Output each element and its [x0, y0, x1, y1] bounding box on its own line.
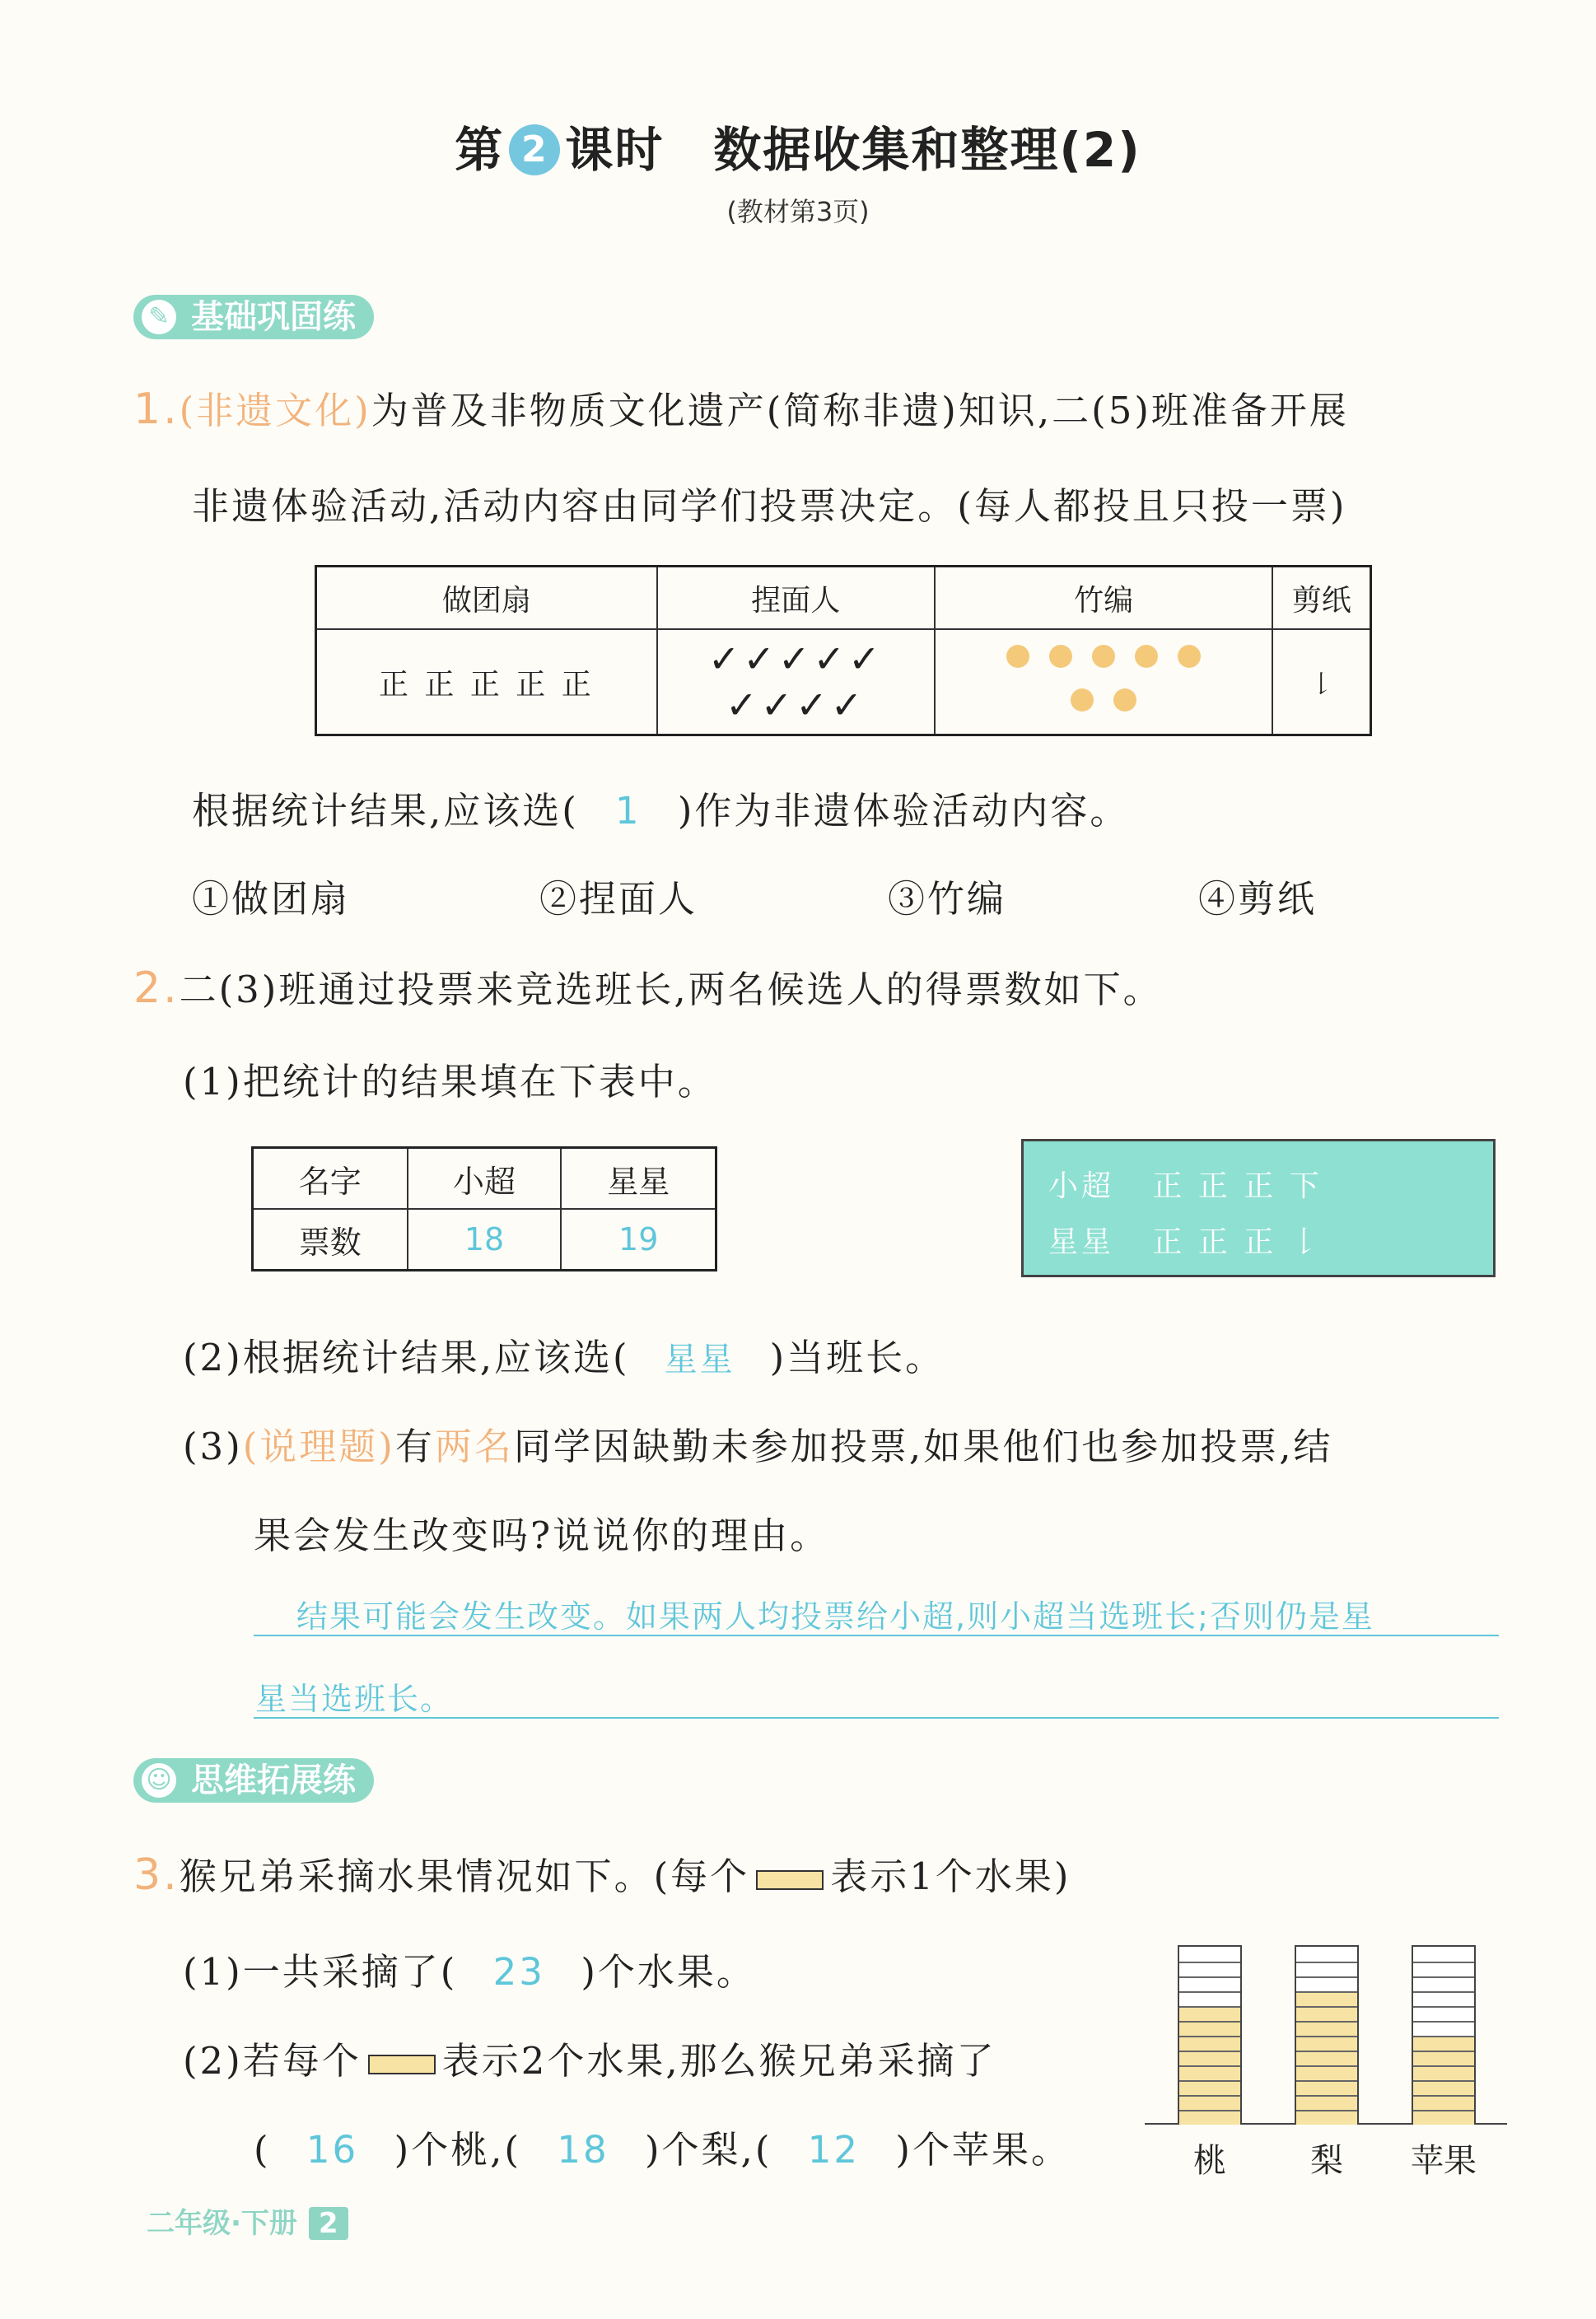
question-text: 二(3)班通过投票来竞选班长,两名候选人的得票数如下。 — [179, 968, 1163, 1011]
option-2: ②捏面人 — [539, 877, 698, 921]
prompt-text: ( — [254, 2128, 271, 2172]
dot-mark — [1135, 645, 1158, 668]
prompt-text: )当班长。 — [769, 1336, 945, 1379]
answer-choice: 1 — [615, 789, 642, 833]
prompt-text: 有 — [394, 1425, 435, 1468]
question-number: 1. — [133, 385, 180, 434]
answer-apple: 12 — [807, 2128, 861, 2172]
tally-row-1 — [1048, 1163, 1323, 1205]
bar-unit-empty — [1179, 1947, 1240, 1962]
vote-tally-table — [315, 565, 1372, 736]
answer-pear: 18 — [557, 2128, 609, 2172]
section-banner-extension — [133, 1758, 374, 1803]
question-text: 猴兄弟采摘水果情况如下。(每个 — [179, 1855, 750, 1898]
table-header-fan: 做团扇 — [316, 567, 657, 630]
bar-unit-icon — [368, 2055, 436, 2074]
tally-bamboo — [935, 629, 1273, 735]
question-3-part-2-answers — [254, 2120, 1071, 2173]
bar-unit-filled — [1413, 2095, 1474, 2110]
dot-mark — [1049, 645, 1072, 668]
dot-mark — [1113, 688, 1136, 712]
title-prefix: 第 — [455, 122, 505, 178]
prompt-text: )个苹果。 — [895, 2128, 1071, 2172]
table-header-dough: 捏面人 — [657, 567, 935, 630]
table-header-candidate-2: 星星 — [561, 1148, 716, 1210]
answer-choice: 星星 — [664, 1341, 735, 1379]
section-label: 基础巩固练 — [191, 298, 356, 336]
bar-unit-empty — [1296, 1976, 1357, 1991]
prompt-text: )作为非遗体验活动内容。 — [677, 789, 1130, 833]
question-2-intro — [133, 959, 1163, 1013]
bar-unit-filled — [1179, 2065, 1240, 2080]
table-header-candidate-1: 小超 — [408, 1148, 562, 1210]
bar-unit-empty — [1413, 1962, 1474, 1976]
vote-count-2: 19 — [561, 1209, 716, 1271]
question-3-intro — [133, 1846, 1071, 1900]
bar-unit-filled — [1179, 2080, 1240, 2095]
page-title — [0, 111, 1596, 180]
bar-unit-empty — [1413, 1947, 1474, 1962]
prompt-text: (2)根据统计结果,应该选( — [183, 1336, 630, 1379]
title-lesson: 课时 — [565, 122, 665, 178]
bar-unit-filled — [1413, 2065, 1474, 2080]
bar-unit-filled — [1296, 2021, 1357, 2036]
question-2-part-3 — [183, 1416, 1333, 1470]
part-number: (3) — [183, 1425, 243, 1468]
bar-column-1 — [1178, 1945, 1242, 2123]
bar-unit-empty — [1413, 1976, 1474, 1991]
bar-unit-filled — [1179, 2036, 1240, 2051]
bar-unit-filled — [1413, 2036, 1474, 2051]
page-number: 2 — [309, 2207, 348, 2240]
section-banner-basic — [133, 295, 374, 339]
bar-column-3 — [1412, 1945, 1476, 2123]
prompt-text: 根据统计结果,应该选( — [192, 789, 579, 833]
bar-unit-filled — [1296, 2065, 1357, 2080]
table-header-name: 名字 — [253, 1148, 408, 1210]
tally-name: 星星 — [1048, 1225, 1115, 1259]
answer-peach: 16 — [306, 2128, 359, 2172]
bar-unit-filled — [1413, 2051, 1474, 2065]
bar-unit-empty — [1296, 1962, 1357, 1976]
answer-rule — [254, 1635, 1499, 1636]
grade-label: 二年级·下册 — [147, 2207, 297, 2240]
tally-row-2 — [1048, 1219, 1323, 1261]
question-text: 表示1个水果) — [830, 1855, 1071, 1898]
tally-dough — [657, 629, 935, 735]
tally-fan: 正 正 正 正 正 — [316, 629, 657, 735]
title-main: 数据收集和整理(2) — [713, 122, 1141, 178]
bar-unit-filled — [1296, 1991, 1357, 2006]
option-4: ④剪纸 — [1198, 877, 1318, 921]
bar-unit-filled — [1413, 2080, 1474, 2095]
tally-box — [1021, 1139, 1496, 1277]
tally-name: 小超 — [1048, 1169, 1115, 1203]
table-header-papercut: 剪纸 — [1272, 567, 1370, 630]
question-2-part-3-line-2: 果会发生改变吗?说说你的理由。 — [254, 1514, 830, 1557]
bar-unit-filled — [1413, 2110, 1474, 2125]
pencil-icon: ✎ — [142, 300, 176, 334]
dot-mark — [1071, 688, 1094, 712]
question-number: 3. — [133, 1850, 180, 1900]
bar-unit-empty — [1179, 1991, 1240, 2006]
prompt-text: (1)一共采摘了( — [183, 1950, 458, 1994]
bar-unit-empty — [1179, 1976, 1240, 1991]
x-tick-label: 苹果 — [1411, 2142, 1477, 2180]
bar-column-2 — [1295, 1945, 1359, 2123]
x-tick-label: 桃 — [1193, 2142, 1226, 2180]
dot-mark — [1092, 645, 1115, 668]
prompt-text: 表示2个水果,那么猴兄弟采摘了 — [441, 2039, 996, 2083]
bar-unit-filled — [1296, 2095, 1357, 2110]
lesson-number-badge: 2 — [509, 124, 560, 175]
tally-marks: 正 正 正 下 — [1152, 1169, 1323, 1203]
bar-unit-empty — [1413, 2021, 1474, 2036]
highlight-text: 两名 — [434, 1425, 514, 1468]
section-label: 思维拓展练 — [191, 1761, 356, 1799]
option-1: ①做团扇 — [192, 877, 351, 921]
bar-unit-filled — [1179, 2021, 1240, 2036]
bar-unit-filled — [1296, 2006, 1357, 2021]
prompt-text: 同学因缺勤未参加投票,如果他们也参加投票,结 — [513, 1425, 1333, 1468]
question-1-line-1 — [133, 380, 1349, 434]
prompt-text: )个桃,( — [394, 2128, 521, 2172]
bar-unit-filled — [1179, 2095, 1240, 2110]
textbook-reference: (教材第3页) — [726, 196, 870, 227]
question-3-part-2 — [183, 2031, 996, 2084]
prompt-text: )个梨,( — [644, 2128, 772, 2172]
prompt-text: )个水果。 — [581, 1950, 756, 1994]
tick-marks-row: ✓✓✓✓✓ — [707, 637, 884, 681]
question-2-part-1: (1)把统计的结果填在下表中。 — [183, 1060, 717, 1104]
dot-mark — [1006, 645, 1029, 668]
prompt-text: (2)若每个 — [183, 2039, 362, 2083]
answer-line-2: 星当选班长。 — [255, 1681, 454, 1717]
question-3-part-1 — [183, 1942, 756, 1995]
x-tick-label: 梨 — [1310, 2142, 1343, 2180]
question-1-prompt — [192, 781, 1129, 834]
page-footer — [147, 2200, 348, 2241]
question-tag: (非遗文化) — [179, 389, 371, 432]
table-row-label: 票数 — [253, 1209, 408, 1271]
bar-unit-filled — [1296, 2051, 1357, 2065]
bar-unit-empty — [1413, 1991, 1474, 2006]
bar-unit-filled — [1296, 2110, 1357, 2125]
dot-mark — [1178, 645, 1201, 668]
option-3: ③竹编 — [888, 877, 1007, 921]
bar-unit-filled — [1179, 2006, 1240, 2021]
bar-unit-empty — [1179, 1962, 1240, 1976]
bar-unit-icon — [756, 1870, 824, 1890]
answer-total: 23 — [492, 1950, 545, 1994]
bar-unit-filled — [1179, 2110, 1240, 2125]
question-2-part-2 — [183, 1327, 945, 1381]
question-1-line-2: 非遗体验活动,活动内容由同学们投票决定。(每人都投且只投一票) — [192, 484, 1347, 528]
answer-rule — [254, 1717, 1499, 1719]
question-tag: (说理题) — [242, 1425, 395, 1468]
thinking-icon: ☺ — [142, 1763, 176, 1798]
tally-marks: 正 正 正 𠄌 — [1152, 1225, 1323, 1259]
tick-marks-row: ✓✓✓✓ — [726, 683, 866, 727]
answer-line-1: 结果可能会发生改变。如果两人均投票给小超,则小超当选班长;否则仍是星 — [296, 1598, 1374, 1635]
bar-unit-filled — [1296, 2080, 1357, 2095]
bar-unit-filled — [1179, 2051, 1240, 2065]
bar-unit-empty — [1413, 2006, 1474, 2021]
table-header-bamboo: 竹编 — [935, 567, 1273, 630]
tally-papercut: 𠄌 — [1272, 629, 1370, 735]
vote-count-1: 18 — [408, 1209, 562, 1271]
fruit-bar-chart — [1145, 1927, 1507, 2180]
bar-unit-filled — [1296, 2036, 1357, 2051]
question-text: 为普及非物质文化遗产(简称非遗)知识,二(5)班准备开展 — [371, 389, 1349, 432]
question-number: 2. — [133, 964, 180, 1013]
vote-result-table — [251, 1146, 717, 1271]
bar-unit-empty — [1296, 1947, 1357, 1962]
